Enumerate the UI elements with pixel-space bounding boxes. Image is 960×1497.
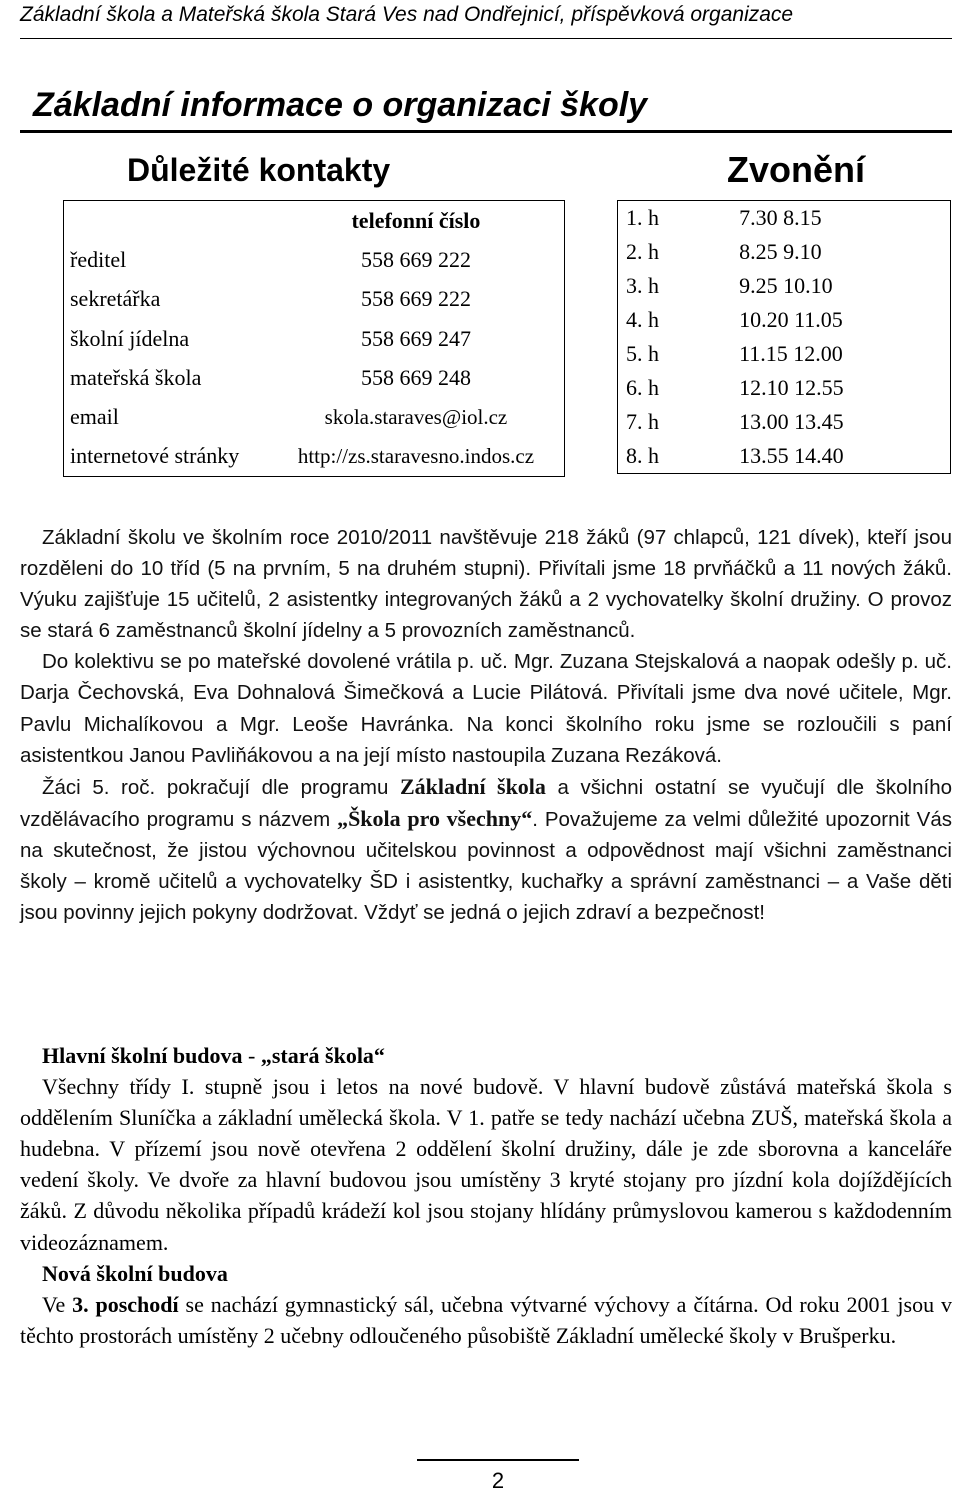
main-building-text: Všechny třídy I. stupně jsou i letos na nové budově. V hlavní budově zůstává mateřská škola s oddělením Sluníčka a základní umělecká škola. V 1. patře se tedy nachází učebna ZUŠ, mateřská škola a hudebna. V přízemí jsou nově otevřena 2 oddělení školní družiny, dále je zde sborovna a kanceláře vedení školy. Ve dvoře za hlavní budovou jsou umístěny 3 kryté stojany pro jízdní kola dojíždějících žáků. Z důvodu několika případů krádeží kol jsou stojany hlídány průmyslovou kamerou s každodenním videozáznamem.	[20, 1074, 952, 1255]
contact-label: email	[70, 404, 119, 430]
programme-text: . Považujeme za velmi důležité upozornit Vás na skutečnost, že jistou výchovnou učitelskou povinnost a odpovědnost mají všichni zaměstnanci školy – kromě učitelů a vychovatelky ŠD i asistentky, kuchařky a správní zaměstnanci – a Vaše děti jsou povinny jejich pokyny dodržovat. Vždyť se jedná o jejich zdraví a bezpečnost!	[20, 807, 952, 925]
email-link[interactable]: skola.staraves@iol.cz	[324, 404, 508, 429]
lesson-number: 3. h	[626, 273, 659, 298]
table-row	[64, 280, 565, 319]
title-rule	[20, 130, 952, 133]
programme-text: Žáci 5. roč. pokračují dle programu	[42, 775, 400, 799]
bells-title: Zvonění	[727, 149, 866, 190]
lesson-number: 1. h	[626, 205, 659, 230]
contact-label: školní jídelna	[70, 325, 190, 351]
table-row	[64, 437, 565, 477]
new-building-text	[20, 1289, 952, 1351]
paragraph-staff: Do kolektivu se po mateřské dovolené vrátila p. uč. Mgr. Zuzana Stejskalová a naopak odešly p. uč. Darja Čechovská, Eva Dohnalová Šimečková a Lucie Pilátová. Přivítali jsme dva nové učitele, Mgr. Pavlu Michalíkovou a Mgr. Leoše Havránka. Na konci školního roku jsme se rozloučili s paní asistentkou Janou Pavliňákovou a na její místo nastoupila Zuzana Rezáková.	[20, 650, 952, 767]
table-row	[64, 240, 565, 279]
lesson-time: 9.25 10.10	[739, 273, 833, 298]
table-row	[618, 439, 951, 474]
lesson-time: 13.55 14.40	[739, 443, 844, 468]
table-row	[618, 337, 951, 371]
lesson-time: 12.10 12.55	[739, 375, 844, 400]
programme-title: „Škola pro všechny“	[337, 805, 533, 831]
text-part: se nachází gymnastický sál, učebna výtvarné výchovy a čítárna. Od roku 2001 jsou v těchto prostorách umístěny 2 učebny odloučeného působiště Základní umělecké školy v Brušperku.	[20, 1291, 952, 1348]
programme-name: Základní škola	[399, 773, 546, 799]
contact-value: 558 669 248	[360, 364, 471, 390]
contact-value: 558 669 222	[360, 246, 471, 272]
table-row	[618, 303, 951, 337]
table-row	[64, 358, 565, 397]
contact-label: mateřská škola	[70, 364, 202, 390]
lesson-time: 11.15 12.00	[739, 341, 843, 366]
contacts-table	[63, 200, 565, 477]
main-building-heading	[20, 1040, 952, 1071]
table-row	[618, 269, 951, 303]
lesson-time: 13.00 13.45	[739, 409, 844, 434]
lesson-time: 8.25 9.10	[739, 239, 822, 264]
website-link[interactable]: http://zs.staravesno.indos.cz	[297, 443, 535, 468]
programme-text: a všichni ostatní se vyučují dle školního vzdělávacího programu s názvem	[20, 775, 953, 831]
contacts-label-cell	[64, 201, 274, 241]
heading-separator: -	[242, 1043, 261, 1068]
buildings-section	[20, 1040, 952, 1351]
table-row	[64, 319, 565, 358]
lesson-number: 5. h	[626, 341, 659, 366]
contacts-title: Důležité kontakty	[127, 152, 391, 188]
paragraph-students: Základní školu ve školním roce 2010/2011 navštěvuje 218 žáků (97 chlapců, 121 dívek), kteří jsou rozděleni do 10 tříd (5 na prvním, 5 na druhém stupni). Přivítali jsme 18 prvňáčků a 11 nových žáků. Výuku zajišťuje 15 učitelů, 2 asistentky integrovaných žáků a 2 vychovatelky školní družiny. O provoz se stará 6 zaměstnanců školní jídelny a 5 provozních zaměstnanců.	[20, 526, 952, 643]
table-row	[618, 371, 951, 405]
paragraph-programme	[20, 771, 952, 928]
lesson-number: 2. h	[626, 239, 659, 264]
lesson-time: 7.30 8.15	[739, 205, 822, 230]
floor-name: 3. poschodí	[72, 1291, 179, 1317]
footer-rule	[417, 1459, 579, 1461]
intro-text	[20, 522, 952, 928]
section-title: Základní informace o organizaci školy	[33, 86, 648, 124]
contact-label: ředitel	[70, 246, 127, 272]
new-building-heading: Nová školní budova	[42, 1260, 228, 1286]
running-header: Základní škola a Mateřská škola Stará Ves nad Ondřejnicí, příspěvková organizace	[20, 3, 794, 26]
heading-text: Hlavní školní budova	[42, 1043, 243, 1068]
table-row	[618, 405, 951, 439]
contact-value: 558 669 247	[360, 325, 471, 351]
table-row	[618, 235, 951, 269]
contact-label: sekretářka	[70, 286, 161, 312]
table-row	[618, 201, 951, 236]
bell-schedule-table	[617, 200, 951, 474]
lesson-number: 6. h	[626, 375, 659, 400]
lesson-time: 10.20 11.05	[739, 307, 843, 332]
text-part: Ve	[42, 1291, 73, 1317]
contact-label: internetové stránky	[70, 443, 240, 469]
phone-column-header: telefonní číslo	[351, 207, 481, 233]
page-number: 2	[491, 1468, 505, 1493]
header-rule	[20, 38, 952, 39]
table-row	[64, 397, 565, 436]
lesson-number: 8. h	[626, 443, 659, 468]
lesson-number: 7. h	[626, 409, 659, 434]
table-row	[64, 201, 565, 241]
lesson-number: 4. h	[626, 307, 659, 332]
contact-value: 558 669 222	[360, 286, 471, 312]
heading-text: „stará škola“	[260, 1043, 385, 1068]
